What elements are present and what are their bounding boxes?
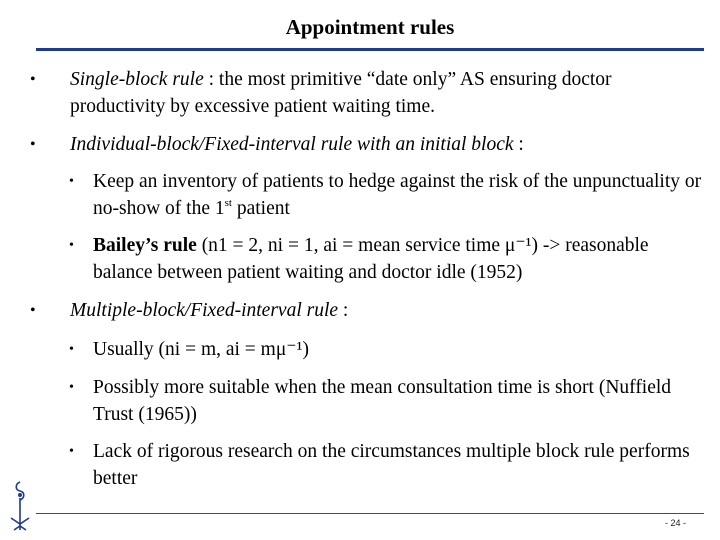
superscript: st xyxy=(224,196,232,209)
sub-bullet-suitable xyxy=(69,374,703,428)
bullet-term: Bailey’s rule xyxy=(93,235,197,256)
bullet-text: : the most primitive “date only” AS ensuring doctor productivity by excessive patient waiting time. xyxy=(70,69,612,117)
title-divider xyxy=(36,48,704,51)
bullet-text: : xyxy=(513,134,524,155)
bullet-text: Possibly more suitable when the mean consultation time is short (Nuffield Trust (1965)) xyxy=(93,377,672,425)
bullet-term: Multiple-block/Fixed-interval rule xyxy=(70,300,339,321)
bullet-marker: • xyxy=(69,444,74,459)
bullet-marker: • xyxy=(69,238,74,253)
sub-bullet-inventory xyxy=(69,168,703,222)
bullet-single-block xyxy=(30,66,700,120)
bullet-text-end: patient xyxy=(231,198,290,219)
sub-bullet-research xyxy=(69,438,703,492)
institution-logo-icon xyxy=(6,478,34,538)
bullet-marker: • xyxy=(30,71,36,88)
bullet-term: Single-block rule xyxy=(70,69,204,90)
sub-bullet-usually xyxy=(69,336,703,363)
bullet-individual-block xyxy=(30,131,700,158)
sub-bullet-baileys-rule xyxy=(69,232,703,286)
bullet-text: Lack of rigorous research on the circumstances multiple block rule performs better xyxy=(93,441,690,489)
bullet-marker: • xyxy=(69,174,74,189)
bullet-term: Individual-block/Fixed-interval rule with an initial block xyxy=(70,134,514,155)
slide-title: Appointment rules xyxy=(285,15,455,39)
bullet-text: (n1 = 2, ni = 1, ai = mean service time μ⁻¹) -> reasonable balance between patient waiting and doctor idle (1952) xyxy=(93,235,649,283)
page-number: - 24 - xyxy=(664,518,686,528)
bullet-text: Usually (ni = m, ai = mμ⁻¹) xyxy=(93,339,309,360)
bullet-multiple-block xyxy=(30,297,700,324)
bullet-marker: • xyxy=(69,342,74,357)
bullet-marker: • xyxy=(30,136,36,153)
bullet-marker: • xyxy=(69,380,74,395)
bullet-text: Keep an inventory of patients to hedge against the risk of the unpunctuality or no-show of the 1 xyxy=(93,171,702,219)
footer-divider xyxy=(36,513,704,514)
bullet-text: : xyxy=(338,300,349,321)
bullet-marker: • xyxy=(30,302,36,319)
